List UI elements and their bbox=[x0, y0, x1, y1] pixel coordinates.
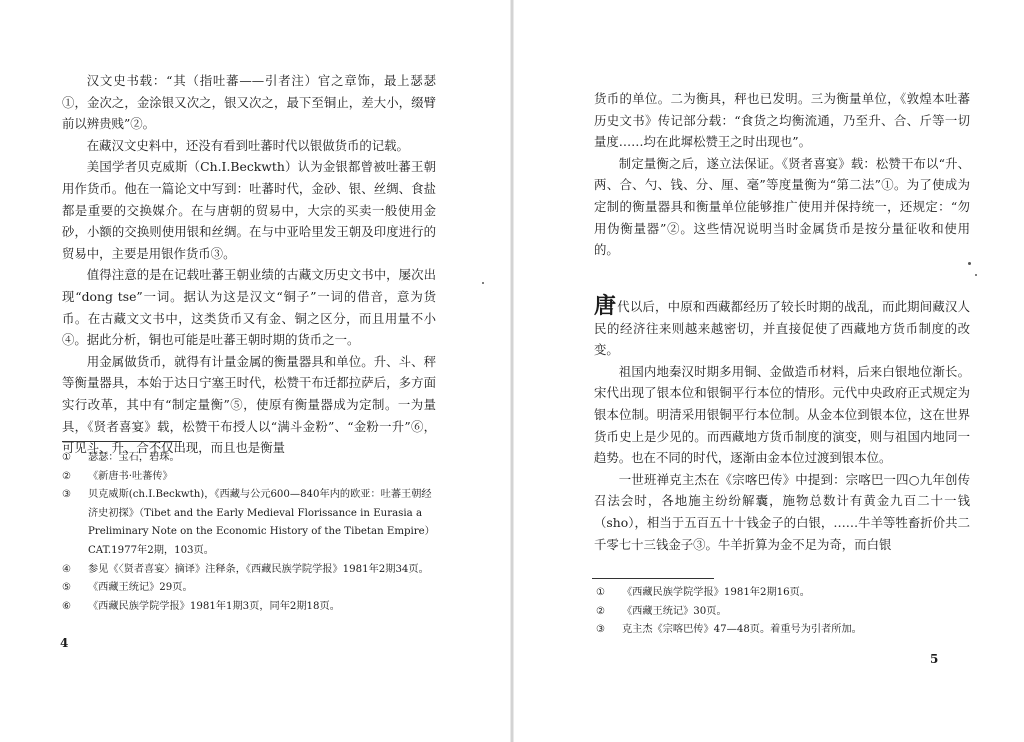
footnote bbox=[62, 598, 440, 617]
footnote-marker: ① bbox=[62, 452, 72, 463]
paragraph: 用金属做货币，就得有计量金属的衡量器具和单位。升、斗、秤等衡量器具，本始于达日宁塞王时代，松赞干布迁都拉萨后，多方面实行改革，其中有“制定量衡”⑤，使原有衡量器成为定制。一为量具，《贤者喜宴》载，松赞干布授人以“满斗金粉”、“金粉一升”⑥，可见斗、升、合不仅出现，而且也是衡量 bbox=[62, 353, 436, 456]
footnote-marker: ③ bbox=[62, 489, 72, 501]
page-number: 4 bbox=[60, 636, 69, 650]
footnote-text: 贝克威斯(ch.I.Beckwth)，《西藏与公元600—840年内的欧亚：吐蕃王朝经济史初探》（Tibet and the Early Medieval Florissance in Eurasia a Preliminary Note on the Economic History of the Tibetan Empire）CAT.1977年2期，103页。 bbox=[88, 489, 435, 556]
footnote-text: 《西藏民族学院学报》1981年2期16页。 bbox=[622, 587, 810, 598]
section-lead-character: 唐 bbox=[594, 293, 617, 319]
footnote-marker: ③ bbox=[596, 624, 606, 636]
footnote-text: 参见《〈贤者喜宴〉摘译》注释条，《西藏民族学院学报》1981年2期34页。 bbox=[88, 563, 429, 575]
footnote-text: 《西藏民族学院学报》1981年1期3页，同年2期18页。 bbox=[88, 600, 340, 612]
right-footnotes bbox=[596, 584, 926, 640]
footnote-divider bbox=[592, 578, 714, 579]
footnote-marker: ⑥ bbox=[62, 600, 72, 612]
footnote-text: 《西藏王统记》29页。 bbox=[88, 582, 193, 594]
footnote bbox=[62, 561, 440, 580]
page-number: 5 bbox=[930, 652, 939, 666]
footnote-divider bbox=[62, 441, 182, 442]
footnote bbox=[62, 468, 440, 487]
scan-speck bbox=[482, 282, 484, 284]
footnote bbox=[62, 486, 440, 560]
paragraph: 在藏汉文史料中，还没有看到吐蕃时代以银做货币的记载。 bbox=[86, 137, 409, 153]
footnote bbox=[62, 579, 440, 598]
paragraph: 制定量衡之后，遂立法保证。《贤者喜宴》载：松赞干布以“升、两、合、勺、钱、分、厘、毫”等度量衡为“第二法”①。为了使成为定制的衡量器具和衡量单位能够推广使用并保持统一，还规定：“勿用伪衡量器”②。这些情况说明当时金属货币是按分量征收和使用的。 bbox=[594, 155, 970, 258]
paragraph: 货币的单位。二为衡具，秤也已发明。三为衡量单位，《敦煌本吐蕃历史文书》传记部分载：“食货之均衡流通，乃至升、合、斤等一切量度……均在此墀松赞王之时出现也”。 bbox=[594, 91, 970, 150]
footnote bbox=[596, 584, 926, 603]
scan-speck bbox=[968, 262, 971, 265]
right-page-body-section bbox=[594, 293, 970, 555]
left-page-body bbox=[62, 70, 436, 459]
paragraph: 祖国内地秦汉时期多用铜、金做造币材料，后来白银地位渐长。宋代出现了银本位和银铜平行本位的情形。元代中央政府正式规定为银本位制。明清采用银铜平行本位制。从金本位到银本位，这在世界货币史上是少见的。而西藏地方货币制度的演变，则与祖国内地同一趋势。也在不同的时代，逐渐由金本位过渡到银本位。 bbox=[594, 363, 970, 466]
right-page-body-top bbox=[594, 88, 970, 261]
paragraph: 一世班禅克主杰在《宗喀巴传》中提到：宗喀巴一四○九年创传召法会时，各地施主纷纷解囊，施物总数计有黄金九百二十一钱（sho），相当于五百五十十钱金子的白银，……牛羊等牲畜折价共二千零七十三钱金子③。牛羊折算为金不足为奇，而白银 bbox=[594, 471, 970, 552]
footnote bbox=[596, 603, 926, 622]
right-page bbox=[512, 0, 1024, 742]
paragraph: 值得注意的是在记载吐蕃王朝业绩的古藏文历史文书中，屡次出现“dong tse”一词。据认为这是汉文“铜子”一词的借音，意为货币。在古藏文文书中，这类货币又有金、铜之区分，而且用量不小④。据此分析，铜也可能是吐蕃王朝时期的货币之一。 bbox=[62, 267, 436, 348]
footnote-marker: ② bbox=[596, 605, 606, 617]
paragraph: 美国学者贝克威斯（Ch.I.Beckwth）认为金银都曾被吐蕃王朝用作货币。他在一篇论文中写到：吐蕃时代，金砂、银、丝绸、食盐都是重要的交换媒介。在与唐朝的贸易中，大宗的买卖一般使用金砂，小额的交换则使用银和丝绸。在与中亚哈里发王朝及印度进行的贸易中，主要是用银作货币③。 bbox=[62, 159, 436, 261]
footnote bbox=[62, 449, 440, 468]
paragraph: 汉文史书载：“其（指吐蕃——引者注）官之章饰，最上瑟瑟①，金次之，金涂银又次之，银又次之，最下至铜止，差大小，缀臂前以辨贵贱”②。 bbox=[62, 73, 436, 132]
footnote-text: 瑟瑟：宝石，碧珠。 bbox=[88, 452, 180, 463]
footnote-marker: ⑤ bbox=[62, 582, 72, 594]
footnote-marker: ④ bbox=[62, 563, 72, 575]
section-opening-paragraph bbox=[594, 293, 970, 361]
footnote-marker: ① bbox=[596, 587, 606, 598]
footnote-text: 《新唐书·吐蕃传》 bbox=[88, 470, 173, 482]
footnote bbox=[596, 621, 926, 640]
footnote-text: 《西藏王统记》30页。 bbox=[622, 605, 727, 617]
footnote-marker: ② bbox=[62, 470, 72, 482]
section-lead-text: 代以后，中原和西藏都经历了较长时期的战乱，而此期间藏汉人民的经济往来则越来越密切，并直接促使了西藏地方货币制度的改变。 bbox=[594, 299, 970, 358]
left-footnotes bbox=[62, 449, 440, 616]
footnote-text: 克主杰《宗喀巴传》47—48页。着重号为引者所加。 bbox=[622, 624, 862, 636]
scan-speck bbox=[975, 274, 977, 276]
